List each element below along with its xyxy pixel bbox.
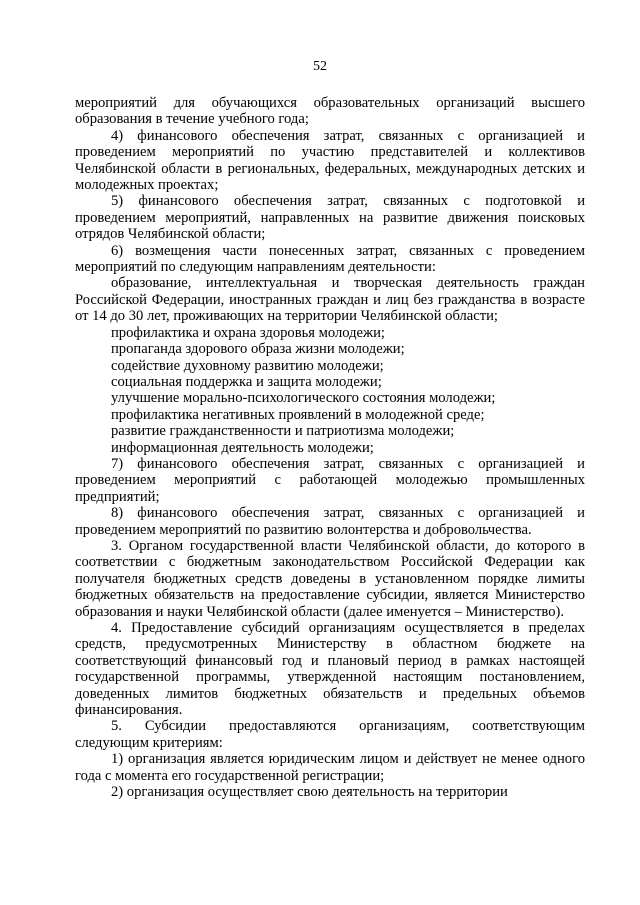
list-item: социальная поддержка и защита молодежи; (111, 373, 382, 390)
paragraph: 2) организация осуществляет свою деятельность на территории (111, 784, 508, 801)
list-item: развитие гражданственности и патриотизма молодежи; (111, 423, 455, 440)
list-item: пропаганда здорового образа жизни молодежи; (111, 341, 405, 358)
list-item: содействие духовному развитию молодежи; (111, 357, 384, 374)
list-item: профилактика негативных проявлений в молодежной среде; (111, 406, 485, 423)
paragraph: 7) финансового обеспечения затрат, связанных с организацией и проведением мероприятий с работающей молодежью промышленных предприятий; (75, 455, 585, 505)
list-item: информационная деятельность молодежи; (111, 439, 374, 456)
paragraph: 4) финансового обеспечения затрат, связанных с организацией и проведением мероприятий по участию представителей и коллективов Челябинской области в региональных, федеральных, международных детских и молодежных проектах; (75, 127, 585, 194)
list-item: улучшение морально-психологического состояния молодежи; (111, 390, 496, 407)
paragraph: 3. Органом государственной власти Челябинской области, до которого в соответствии с бюджетным законодательством Российской Федерации как получателя бюджетных средств доведены в установленном порядке лимиты бюджетных обязательств на предоставление субсидии, является Министерство образования и науки Челябинской области (далее именуется – Министерство). (75, 537, 585, 620)
document-body (75, 95, 585, 800)
paragraph: 6) возмещения части понесенных затрат, связанных с проведением мероприятий по следующим направлениям деятельности: (75, 242, 585, 276)
list-item: профилактика и охрана здоровья молодежи; (111, 324, 385, 341)
paragraph: 5) финансового обеспечения затрат, связанных с подготовкой и проведением мероприятий, направленных на развитие движения поисковых отрядов Челябинской области; (75, 193, 585, 243)
paragraph: 5. Субсидии предоставляются организациям, соответствующим следующим критериям: (75, 718, 585, 751)
paragraph: мероприятий для обучающихся образовательных организаций высшего образования в течение учебного года; (75, 95, 585, 128)
paragraph: 4. Предоставление субсидий организациям осуществляется в пределах средств, предусмотренных Министерству в областном бюджете на соответствующий финансовый год и плановый период в рамках настоящей государственной программы, утвержденной настоящим постановлением, доведенных лимитов бюджетных обязательств и предельных объемов финансирования. (75, 620, 585, 719)
page-number: 52 (313, 59, 327, 74)
paragraph: 1) организация является юридическим лицом и действует не менее одного года с момента его государственной регистрации; (75, 751, 585, 784)
paragraph: образование, интеллектуальная и творческая деятельность граждан Российской Федерации, иностранных граждан и лиц без гражданства в возрасте от 14 до 30 лет, проживающих на территории Челябинской области; (75, 275, 585, 325)
paragraph: 8) финансового обеспечения затрат, связанных с организацией и проведением мероприятий по развитию волонтерства и добровольчества. (75, 505, 585, 538)
